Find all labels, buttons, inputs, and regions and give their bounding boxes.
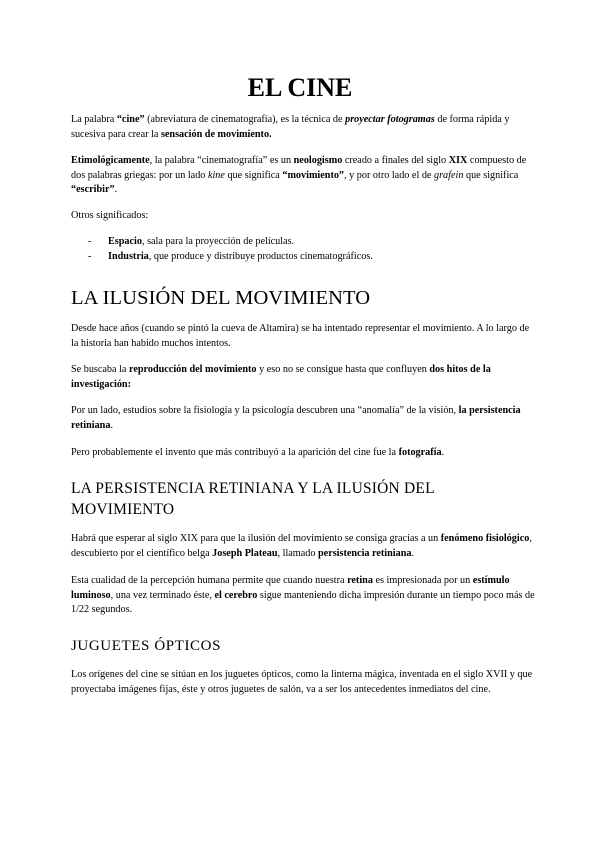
text-run: que significa <box>463 169 519 181</box>
text-run: , y por otro lado el de <box>344 169 434 181</box>
bullet-dash: - <box>88 236 92 247</box>
reproduction-paragraph <box>71 363 537 392</box>
text-run: Se buscaba la <box>71 364 129 375</box>
text-run: , que produce y distribuye productos cinematográficos. <box>148 251 373 262</box>
etymology-paragraph <box>71 154 537 198</box>
text-run: Esta cualidad de la percepción humana permite que cuando nuestra <box>71 575 348 586</box>
bold-run: Industria <box>108 251 149 262</box>
text-run: Habrá que esperar al siglo XIX para que la ilusión del movimiento se consiga gracias a un <box>71 533 441 544</box>
list-item <box>88 234 528 249</box>
text-run: . <box>411 547 415 559</box>
bold-italic-run: proyectar fotogramas <box>345 114 435 125</box>
text-run: . <box>110 419 113 431</box>
text-run: , descubierto por el científico belga <box>71 533 532 559</box>
history-paragraph: Desde hace años (cuando se pintó la cueva de Altamira) se ha intentado representar el movimiento. A lo largo de la historia han habido muchos intentos. <box>71 323 530 349</box>
section-heading-persistencia: LA PERSISTENCIA RETINIANA Y LA ILUSIÓN DEL MOVIMIENTO <box>71 480 435 518</box>
bold-run: el cerebro <box>214 589 258 601</box>
bold-run: fenómeno fisiológico <box>440 533 530 544</box>
other-meanings-label: Otros significados: <box>71 210 149 221</box>
text-run: sigue manteniendo dicha impresión durante un tiempo poco más de 1/22 segundos. <box>71 589 535 615</box>
bold-run: Espacio <box>108 236 142 247</box>
page-title: EL CINE <box>247 73 353 102</box>
text-run: , llamado <box>277 547 318 559</box>
bold-run: Etimológicamente <box>71 155 150 166</box>
bold-run: “cine” <box>116 114 145 125</box>
italic-run: grafein <box>434 169 464 181</box>
bold-run: dos hitos de la investigación: <box>71 364 491 390</box>
bold-run: sensación de movimiento. <box>160 128 272 140</box>
text-run: (abreviatura de cinematografía), es la técnica de <box>144 114 346 125</box>
retina-paragraph <box>71 574 537 618</box>
bold-run: la persistencia retiniana <box>71 405 521 431</box>
bold-run: neologismo <box>293 155 343 166</box>
bold-run: persistencia retiniana <box>318 547 412 559</box>
text-run: creado a finales del siglo <box>342 155 449 166</box>
italic-run: kine <box>207 169 225 181</box>
text-run: que significa <box>224 169 283 181</box>
text-run: . <box>114 184 118 195</box>
text-run: compuesto de dos palabras griegas: por un lado <box>71 155 527 181</box>
bold-run: XIX <box>448 155 468 166</box>
text-run: de forma rápida y sucesiva para crear la <box>71 114 510 140</box>
bold-run: “escribir” <box>71 184 115 195</box>
photography-paragraph <box>71 446 537 461</box>
meanings-list <box>88 234 528 264</box>
text-run: y eso no se consigue hasta que confluyen <box>256 364 430 375</box>
bold-run: estímulo luminoso <box>71 575 510 601</box>
text-run: es impresionada por un <box>372 575 473 586</box>
text-run: , la palabra “cinematografía” es un <box>149 155 294 166</box>
bullet-dash: - <box>88 251 92 262</box>
bold-run: fotografía <box>398 447 442 458</box>
intro-definition-paragraph <box>71 113 537 142</box>
text-run: . <box>441 447 445 458</box>
bold-run: reproducción del movimiento <box>129 364 257 375</box>
text-run: Pero probablemente el invento que más contribuyó a la aparición del cine fue la <box>71 447 399 458</box>
list-item <box>88 249 528 264</box>
optical-toys-paragraph: Los orígenes del cine se sitúan en los juguetes ópticos, como la linterna mágica, inventada en el siglo XVII y que proyectaba imágenes fijas, éste y otros juguetes de salón, va a ser los antecedentes inmediatos del cine. <box>71 669 533 695</box>
bold-run: “movimiento” <box>282 169 345 181</box>
section-heading-juguetes: JUGUETES ÓPTICOS <box>71 638 222 654</box>
text-run: , una vez terminado éste, <box>110 589 215 601</box>
physiology-paragraph <box>71 404 537 433</box>
section-heading-ilusion: LA ILUSIÓN DEL MOVIMIENTO <box>71 287 371 309</box>
plateau-paragraph <box>71 532 537 561</box>
text-run: Por un lado, estudios sobre la fisiología y la psicología descubren una “anomalía” de la visión, <box>71 405 459 416</box>
text-run: , sala para la proyección de películas. <box>141 236 295 247</box>
text-run: La palabra <box>71 114 117 125</box>
bold-run: retina <box>347 575 373 586</box>
bold-run: Joseph Plateau <box>212 547 278 559</box>
